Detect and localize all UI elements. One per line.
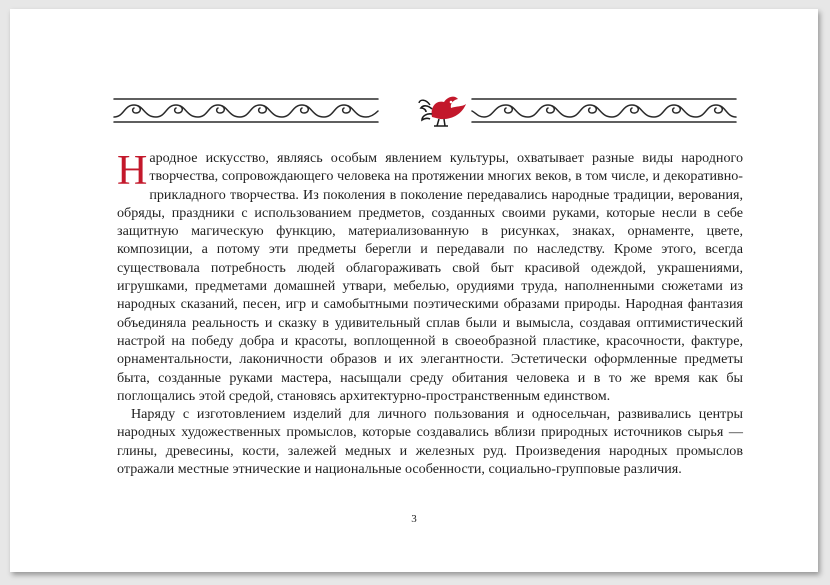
- scroll-ornament-left-icon: [114, 99, 378, 122]
- folk-bird-icon: [419, 97, 466, 126]
- paragraph-2: Наряду с изготовлением изделий для личного пользования и односельчан, развивались центры народных художественных промыслов, которые создавались вблизи природных источников сырья — глины, древесины, кости, залежей медных и железных руд. Произведения народных промыслов отражали местные этнические и национальные особенности, социально-групповые различия.: [117, 406, 743, 478]
- scroll-ornament-right-icon: [472, 99, 736, 122]
- decorative-header-ornament: [110, 87, 740, 131]
- paragraph-1: [117, 149, 743, 405]
- paragraph-1-text: ародное искусство, являясь особым явлением культуры, охватывает разные виды народного творчества, сопровождающего человека на протяжении многих веков, в том числе, и декоративно-прикладного творчества. Из поколения в поколение передавались народные традиции, верования, обряды, праздники с использованием предметов, созданных своими руками, которые несли в себе защитную магическую функцию, материализованную в рисунках, знаках, орнаменте, цвете, композиции, а потому эти предметы берегли и передавали по наследству. Кроме этого, всегда существовала потребность людей облагораживать свой быт красивой одеждой, украшениями, игрушками, предметами домашней утвари, мебелью, орудиями труда, наполненными сюжетами из народных сказаний, песен, игр и самобытными поэтическими образами природы. Народная фантазия объединяла реальность и сказку в удивительный сплав были и вымысла, создавая оптимистический настрой на победу добра и красоты, воплощенной в своеобразной пластике, красочности, фактуре, орнаментальности, лаконичности образов и их элегантности. Эстетически оформленные предметы быта, созданные руками мастера, насыщали среду обитания человека и в то же время как бы поглощались этой средой, становясь архитектурно-пространственным единством.: [117, 150, 743, 404]
- drop-cap-letter: Н: [117, 148, 148, 194]
- book-page: [10, 9, 818, 572]
- article-body: [117, 149, 743, 478]
- page-number: 3: [411, 513, 417, 525]
